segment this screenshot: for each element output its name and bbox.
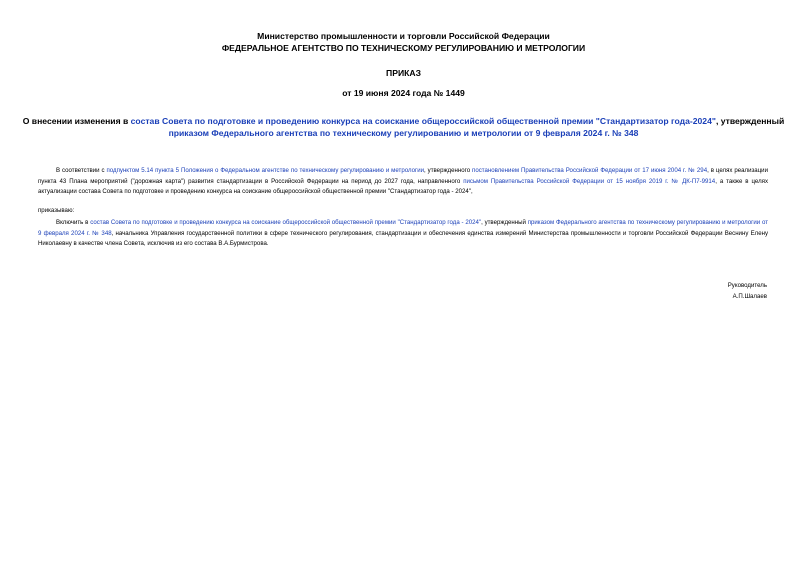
- signature-name: А.П.Шалаев: [732, 292, 767, 300]
- doc-type: ПРИКАЗ: [386, 68, 421, 78]
- p2-order-link[interactable]: приказом Федерального агентства по техническому регулированию и метрологии от 9 февраля 2024 г. № 348: [38, 219, 769, 237]
- p2-text-1: Включить в: [56, 219, 91, 226]
- signature-block: [728, 281, 767, 302]
- paragraph-preamble: [38, 166, 768, 198]
- subject-middle: , утвержденный: [715, 116, 785, 126]
- order-date-number: от 19 июня 2024 года № 1449: [342, 88, 465, 98]
- p1-regulation-link[interactable]: подпунктом 5.14 пункта 5 Положения о Федеральном агентстве по техническому регулированию и метрологии: [106, 167, 425, 174]
- ministry-name: Министерство промышленности и торговли Российской Федерации: [257, 31, 550, 41]
- p2-text-2: , утвержденный: [481, 219, 528, 226]
- p1-text-3: , в целях реализации пункта 43 Плана мероприятий ("дорожная карта") развития стандартизации в Российской Федерации на период до 2027 года, направленного: [38, 167, 768, 185]
- paragraph-order: [38, 218, 768, 250]
- p2-council-link[interactable]: состав Совета по подготовке и проведению конкурса на соискание общероссийской общественной премии "Стандартизатор года - 2024": [90, 219, 482, 226]
- p1-text-1: В соответствии с: [56, 167, 107, 174]
- p1-decree-link[interactable]: постановлением Правительства Российской Федерации от 17 июня 2004 г. № 294: [472, 167, 708, 174]
- p1-text-4: , а также в целях актуализации состава Совета по подготовке и проведению конкурса на соискание общероссийской общественной премии "Стандартизатор года - 2024",: [38, 177, 768, 196]
- order-subject: [20, 115, 787, 139]
- header-block: [0, 30, 807, 54]
- subject-prefix: О внесении изменения в: [22, 116, 131, 126]
- p2-text-3: , начальника Управления государственной политики в сфере технического регулирования, стандартизации и обеспечения единства измерений Министерства промышленности и торговли Российской Федерации Веснину Елену Николаевну в качестве члена Совета, исключив из его состава В.А.Бурмистрова.: [38, 229, 768, 248]
- agency-name: ФЕДЕРАЛЬНОЕ АГЕНТСТВО ПО ТЕХНИЧЕСКОМУ РЕГУЛИРОВАНИЮ И МЕТРОЛОГИИ: [221, 43, 586, 53]
- subject-order-link[interactable]: приказом Федерального агентства по техническому регулированию и метрологии от 9 февраля 2024 г. № 348: [168, 128, 639, 138]
- p1-letter-link[interactable]: письмом Правительства Российской Федерации от 15 ноября 2019 г. № ДК-П7-9914: [463, 177, 716, 185]
- subject-council-link[interactable]: состав Совета по подготовке и проведению конкурса на соискание общероссийской общественной премии "Стандартизатор года-2024": [130, 116, 716, 126]
- signature-position: Руководитель: [727, 282, 767, 289]
- prikazyvayu-label: приказываю:: [38, 207, 75, 214]
- p1-text-2: , утвержденного: [424, 167, 473, 174]
